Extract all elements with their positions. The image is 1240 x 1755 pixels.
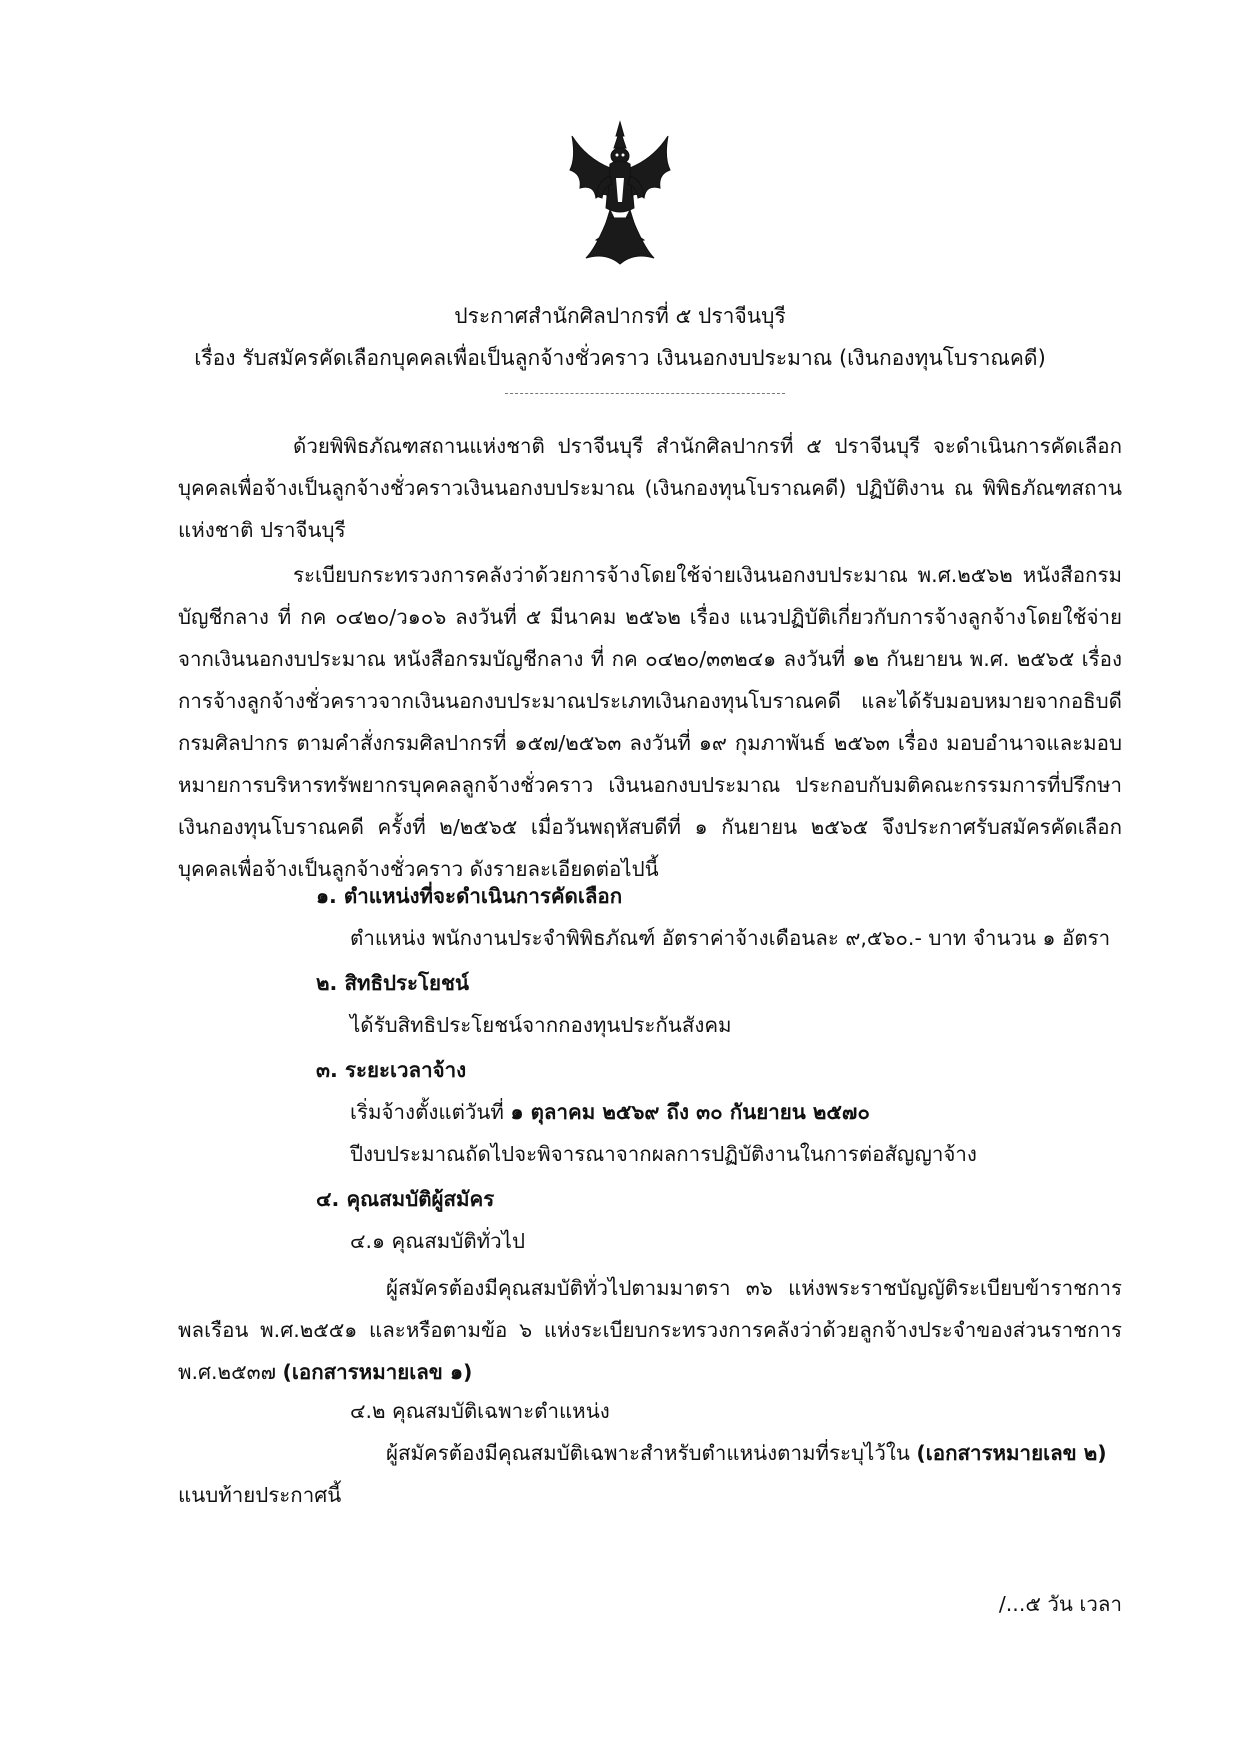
intro-text: ด้วยพิพิธภัณฑสถานแห่งชาติ ปราจีนบุรี สำนักศิลปากรที่ ๕ ปราจีนบุรี จะดำเนินการคัดเลือกบุคคลเพื่อจ้างเป็นลูกจ้างชั่วคราวเงินนอกงบประมาณ (เงินกองทุนโบราณคดี) ปฏิบัติงาน ณ พิพิธภัณฑสถานแห่งชาติ ปราจีนบุรี bbox=[178, 434, 1122, 542]
page-continuation: /...๕ วัน เวลา bbox=[998, 1592, 1122, 1616]
announcement-title: ประกาศสำนักศิลปากรที่ ๕ ปราจีนบุรี bbox=[454, 304, 786, 328]
section-4-1-heading: ๔.๑ คุณสมบัติทั่วไป bbox=[350, 1229, 525, 1253]
garuda-emblem bbox=[566, 118, 674, 268]
title-divider bbox=[505, 393, 785, 394]
section-4-1-text: ผู้สมัครต้องมีคุณสมบัติทั่วไปตามมาตรา ๓๖ แห่งพระราชบัญญัติระเบียบข้าราชการพลเรือน พ.ศ.๒๕๕๑ และหรือตามข้อ ๖ แห่งระเบียบกระทรวงการคลังว่าด้วยลูกจ้างประจำของส่วนราชการ พ.ศ.๒๕๓๗ bbox=[178, 1276, 1122, 1384]
section-4-2-body: ผู้สมัครต้องมีคุณสมบัติเฉพาะสำหรับตำแหน่งตามที่ระบุไว้ใน bbox=[386, 1441, 917, 1465]
document-ref-2: (เอกสารหมายเลข ๒) bbox=[916, 1441, 1107, 1465]
section-3-text-prefix: เริ่มจ้างตั้งแต่วันที่ bbox=[350, 1100, 511, 1124]
section-2-text: ได้รับสิทธิประโยชน์จากกองทุนประกันสังคม bbox=[350, 1013, 732, 1037]
intro-paragraph bbox=[178, 425, 1122, 551]
section-1-text: ตำแหน่ง พนักงานประจำพิพิธภัณฑ์ อัตราค่าจ้างเดือนละ ๙,๕๖๐.- บาท จำนวน ๑ อัตรา bbox=[350, 926, 1111, 950]
section-3-heading: ๓. ระยะเวลาจ้าง bbox=[316, 1058, 467, 1082]
section-2-heading: ๒. สิทธิประโยชน์ bbox=[316, 971, 469, 995]
section-4-2-tail: แนบท้ายประกาศนี้ bbox=[178, 1483, 342, 1507]
employment-period: ๑ ตุลาคม ๒๕๖๙ ถึง ๓๐ กันยายน ๒๕๗๐ bbox=[510, 1100, 870, 1124]
section-4-1-paragraph bbox=[178, 1267, 1122, 1393]
authority-paragraph bbox=[178, 554, 1122, 890]
section-4-heading: ๔. คุณสมบัติผู้สมัคร bbox=[316, 1187, 495, 1211]
section-4-2-heading: ๔.๒ คุณสมบัติเฉพาะตำแหน่ง bbox=[350, 1399, 610, 1423]
document-ref-1: (เอกสารหมายเลข ๑) bbox=[282, 1360, 473, 1384]
announcement-subject: เรื่อง รับสมัครคัดเลือกบุคคลเพื่อเป็นลูกจ้างชั่วคราว เงินนอกงบประมาณ (เงินกองทุนโบราณคดี) bbox=[194, 346, 1046, 370]
section-3-text bbox=[350, 1096, 870, 1129]
authority-text: ระเบียบกระทรวงการคลังว่าด้วยการจ้างโดยใช้จ่ายเงินนอกงบประมาณ พ.ศ.๒๕๖๒ หนังสือกรมบัญชีกลาง ที่ กค ๐๔๒๐/ว๑๐๖ ลงวันที่ ๕ มีนาคม ๒๕๖๒ เรื่อง แนวปฏิบัติเกี่ยวกับการจ้างลูกจ้างโดยใช้จ่ายจากเงินนอกงบประมาณ หนังสือกรมบัญชีกลาง ที่ กค ๐๔๒๐/๓๓๒๔๑ ลงวันที่ ๑๒ กันยายน พ.ศ. ๒๕๖๕ เรื่อง การจ้างลูกจ้างชั่วคราวจากเงินนอกงบประมาณประเภทเงินกองทุนโบราณคดี และได้รับมอบหมายจากอธิบดีกรมศิลปากร ตามคำสั่งกรมศิลปากรที่ ๑๕๗/๒๕๖๓ ลงวันที่ ๑๙ กุมภาพันธ์ ๒๕๖๓ เรื่อง มอบอำนาจและมอบหมายการบริหารทรัพยากรบุคคลลูกจ้างชั่วคราว เงินนอกงบประมาณ ประกอบกับมติคณะกรรมการที่ปรึกษาเงินกองทุนโบราณคดี ครั้งที่ ๒/๒๕๖๕ เมื่อวันพฤหัสบดีที่ ๑ กันยายน ๒๕๖๕ จึงประกาศรับสมัครคัดเลือกบุคคลเพื่อจ้างเป็นลูกจ้างชั่วคราว ดังรายละเอียดต่อไปนี้ bbox=[178, 563, 1122, 881]
section-3-note: ปีงบประมาณถัดไปจะพิจารณาจากผลการปฏิบัติงานในการต่อสัญญาจ้าง bbox=[350, 1142, 977, 1166]
section-1-heading: ๑. ตำแหน่งที่จะดำเนินการคัดเลือก bbox=[316, 884, 623, 908]
section-4-2-text bbox=[386, 1437, 1107, 1470]
